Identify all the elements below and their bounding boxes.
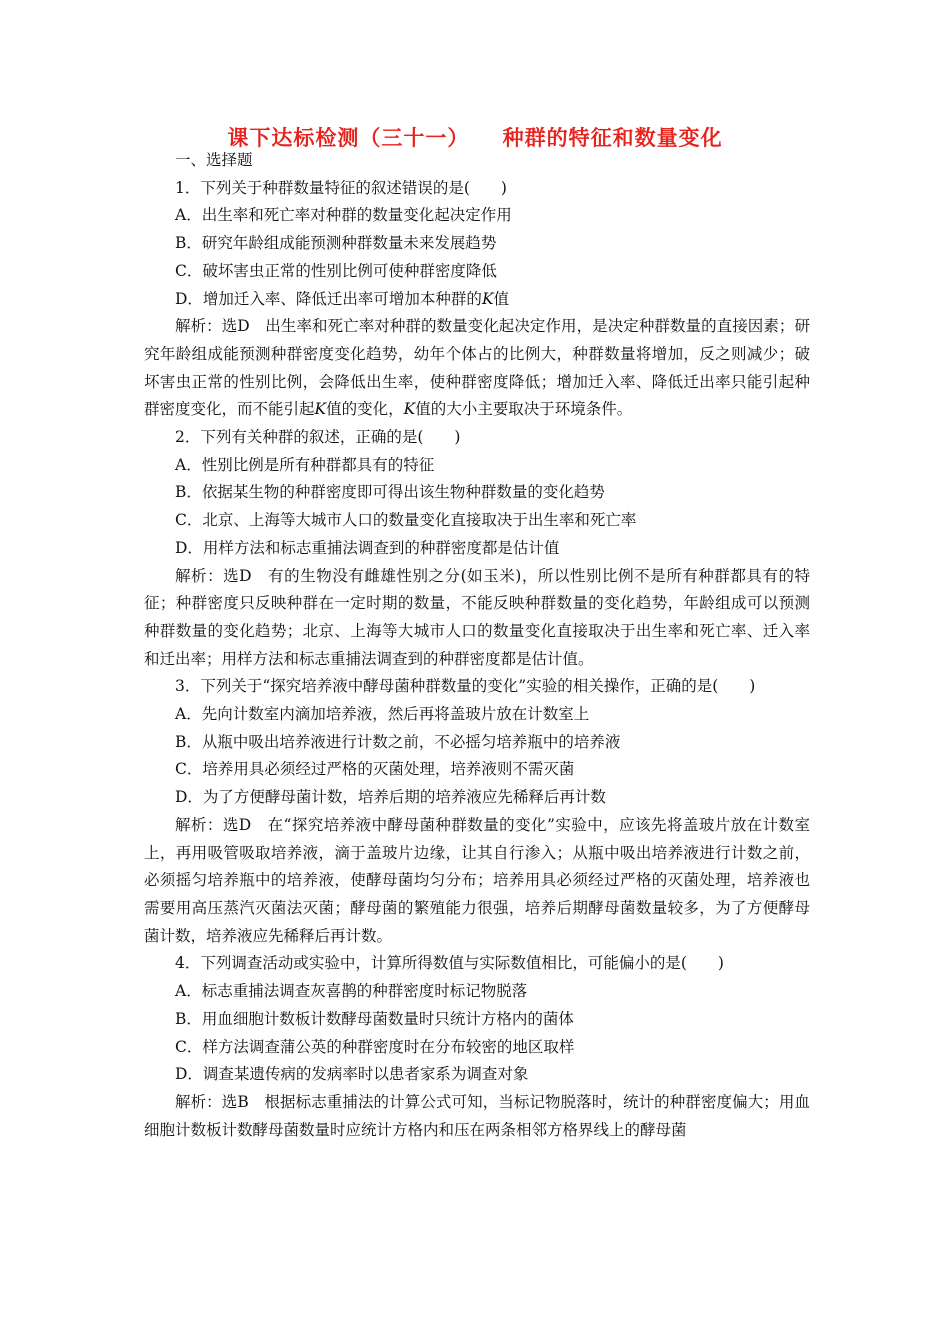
option-c: C．北京、上海等大城市人口的数量变化直接取决于出生率和死亡率 bbox=[175, 511, 637, 530]
option-d: D．用样方法和标志重捕法调查到的种群密度都是估计值 bbox=[175, 538, 560, 557]
option-b: B．从瓶中吸出培养液进行计数之前，不必摇匀培养瓶中的培养液 bbox=[175, 732, 621, 751]
question-stem: 1．下列关于种群数量特征的叙述错误的是( ) bbox=[175, 178, 507, 197]
option-b: B．研究年龄组成能预测种群数量未来发展趋势 bbox=[175, 234, 497, 253]
option-a: A．性别比例是所有种群都具有的特征 bbox=[175, 455, 435, 474]
answer-explanation: 解析：选D 有的生物没有雌雄性别之分(如玉米)，所以性别比例不是所有种群都具有的特征；种群密度只反映种群在一定时期的数量，不能反映种群数量的变化趋势，年龄组成可以预测种群数量的变化趋势；北京、上海等大城市人口的数量变化直接取决于出生率和死亡率、迁入率和迁出率；用样方法和标志重捕法调查到的种群密度都是估计值。 bbox=[144, 566, 810, 668]
option-a: A．出生率和死亡率对种群的数量变化起决定作用 bbox=[175, 206, 512, 225]
question-stem: 3．下列关于“探究培养液中酵母菌种群数量的变化”实验的相关操作，正确的是( ) bbox=[175, 677, 756, 696]
question-4 bbox=[144, 950, 810, 1144]
option-a: A．标志重捕法调查灰喜鹊的种群密度时标记物脱落 bbox=[175, 982, 528, 1001]
question-1 bbox=[144, 175, 810, 424]
question-stem: 4．下列调查活动或实验中，计算所得数值与实际数值相比，可能偏小的是( ) bbox=[175, 954, 724, 973]
question-3 bbox=[144, 673, 810, 950]
question-stem: 2．下列有关种群的叙述，正确的是( ) bbox=[175, 428, 461, 447]
option-c: C．破坏害虫正常的性别比例可使种群密度降低 bbox=[175, 261, 497, 280]
option-d: D．调查某遗传病的发病率时以患者家系为调查对象 bbox=[175, 1065, 529, 1084]
question-2 bbox=[144, 424, 810, 673]
option-d: D．增加迁入率、降低迁出率可增加本种群的K值 bbox=[175, 289, 510, 308]
answer-explanation: 解析：选D 在“探究培养液中酵母菌种群数量的变化”实验中，应该先将盖玻片放在计数室上，再用吸管吸取培养液，滴于盖玻片边缘，让其自行渗入；从瓶中吸出培养液进行计数之前，必须摇匀培养瓶中的培养液，使酵母菌均匀分布；培养用具必须经过严格的灭菌处理，培养液也需要用高压蒸汽灭菌法灭菌；酵母菌的繁殖能力很强，培养后期酵母菌数量较多，为了方便酵母菌计数，培养液应先稀释后再计数。 bbox=[144, 815, 810, 945]
section-heading: 一、选择题 bbox=[175, 151, 253, 169]
page-title: 课下达标检测（三十一） 种群的特征和数量变化 bbox=[227, 126, 723, 150]
option-d: D．为了方便酵母菌计数，培养后期的培养液应先稀释后再计数 bbox=[175, 788, 606, 807]
option-a: A．先向计数室内滴加培养液，然后再将盖玻片放在计数室上 bbox=[175, 705, 590, 724]
option-b: B．用血细胞计数板计数酵母菌数量时只统计方格内的菌体 bbox=[175, 1009, 574, 1028]
option-b: B．依据某生物的种群密度即可得出该生物种群数量的变化趋势 bbox=[175, 483, 605, 502]
option-c: C．样方法调查蒲公英的种群密度时在分布较密的地区取样 bbox=[175, 1037, 575, 1056]
option-c: C．培养用具必须经过严格的灭菌处理，培养液则不需灭菌 bbox=[175, 760, 575, 779]
document-body bbox=[144, 147, 810, 1144]
answer-explanation: 解析：选B 根据标志重捕法的计算公式可知，当标记物脱落时，统计的种群密度偏大；用血细胞计数板计数酵母菌数量时应统计方格内和压在两条相邻方格界线上的酵母菌 bbox=[144, 1092, 810, 1139]
answer-explanation: 解析：选D 出生率和死亡率对种群的数量变化起决定作用，是决定种群数量的直接因素；研究年龄组成能预测种群密度变化趋势，幼年个体占的比例大，种群数量将增加，反之则减少；破坏害虫正常的性别比例，会降低出生率，使种群密度降低；增加迁入率、降低迁出率只能引起种群密度变化，而不能引起K值的变化，K值的大小主要取决于环境条件。 bbox=[144, 317, 810, 419]
